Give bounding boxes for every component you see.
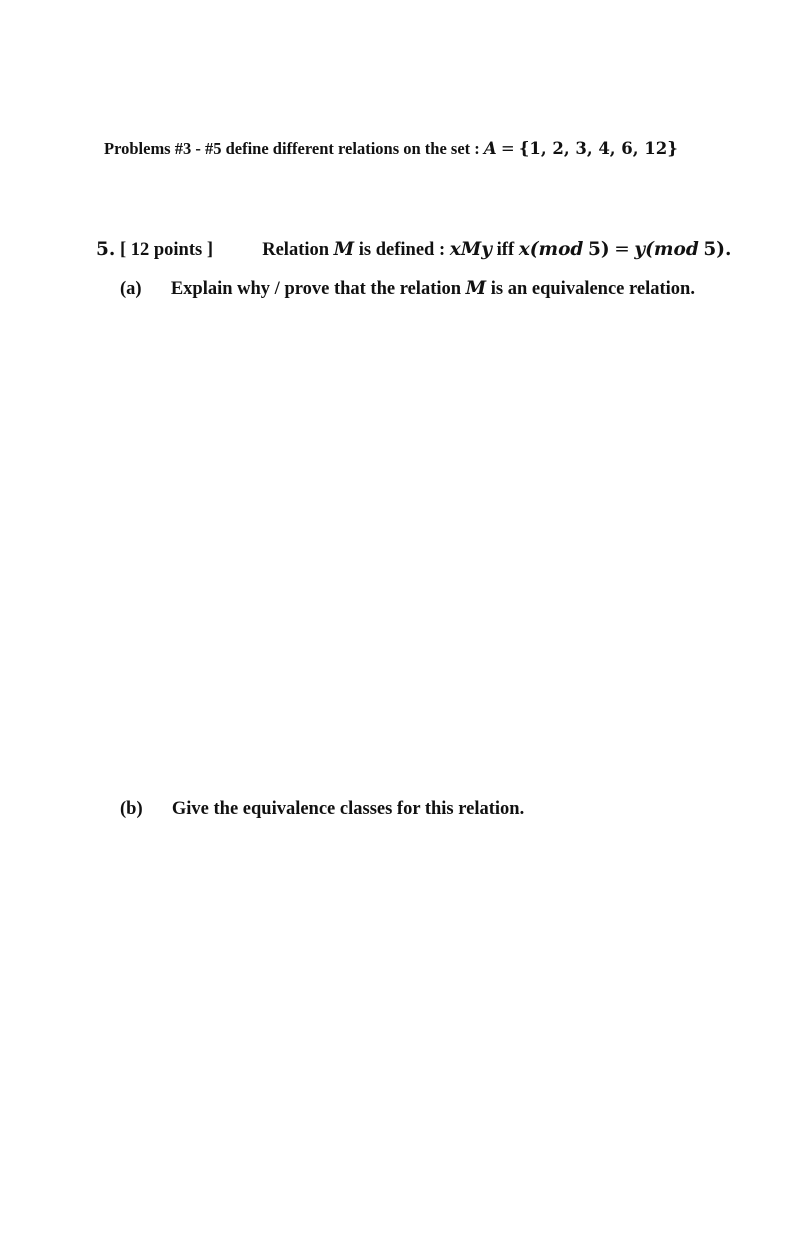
- part-a: [120, 278, 695, 300]
- iff-text: iff: [496, 240, 515, 260]
- part-b-text: Give the equivalence classes for this relation.: [171, 799, 525, 819]
- set-value: {1, 2, 3, 4, 6, 12}: [518, 139, 678, 158]
- set-equals: =: [500, 139, 515, 158]
- rhs-variable: y: [634, 239, 646, 260]
- set-variable: A: [483, 139, 497, 158]
- problem-points: [ 12 points ]: [119, 240, 213, 260]
- relation-expression: xMy: [449, 239, 493, 260]
- relation-defined-text: is defined :: [358, 240, 446, 260]
- part-b-label: (b): [120, 799, 143, 819]
- rhs-mod: (mod: [645, 239, 699, 260]
- relation-prefix: Relation: [262, 240, 330, 260]
- part-b: [120, 799, 524, 820]
- lhs-variable: x: [518, 239, 530, 260]
- equals-sign: =: [614, 239, 630, 260]
- part-a-text-before: Explain why / prove that the relation: [170, 279, 462, 299]
- relation-name: M: [333, 239, 355, 260]
- intro-line: [104, 139, 678, 159]
- part-a-relation-name: M: [465, 278, 487, 299]
- lhs-modulus: 5): [588, 239, 610, 260]
- problem-5-header: [96, 239, 731, 261]
- part-a-text-after: is an equivalence relation.: [490, 279, 695, 299]
- intro-text: Problems #3 - #5 define different relations on the set :: [104, 139, 480, 158]
- part-a-label: (a): [120, 279, 142, 299]
- lhs-mod: (mod: [529, 239, 584, 260]
- rhs-modulus: 5).: [703, 239, 732, 260]
- problem-number: 5.: [96, 239, 116, 260]
